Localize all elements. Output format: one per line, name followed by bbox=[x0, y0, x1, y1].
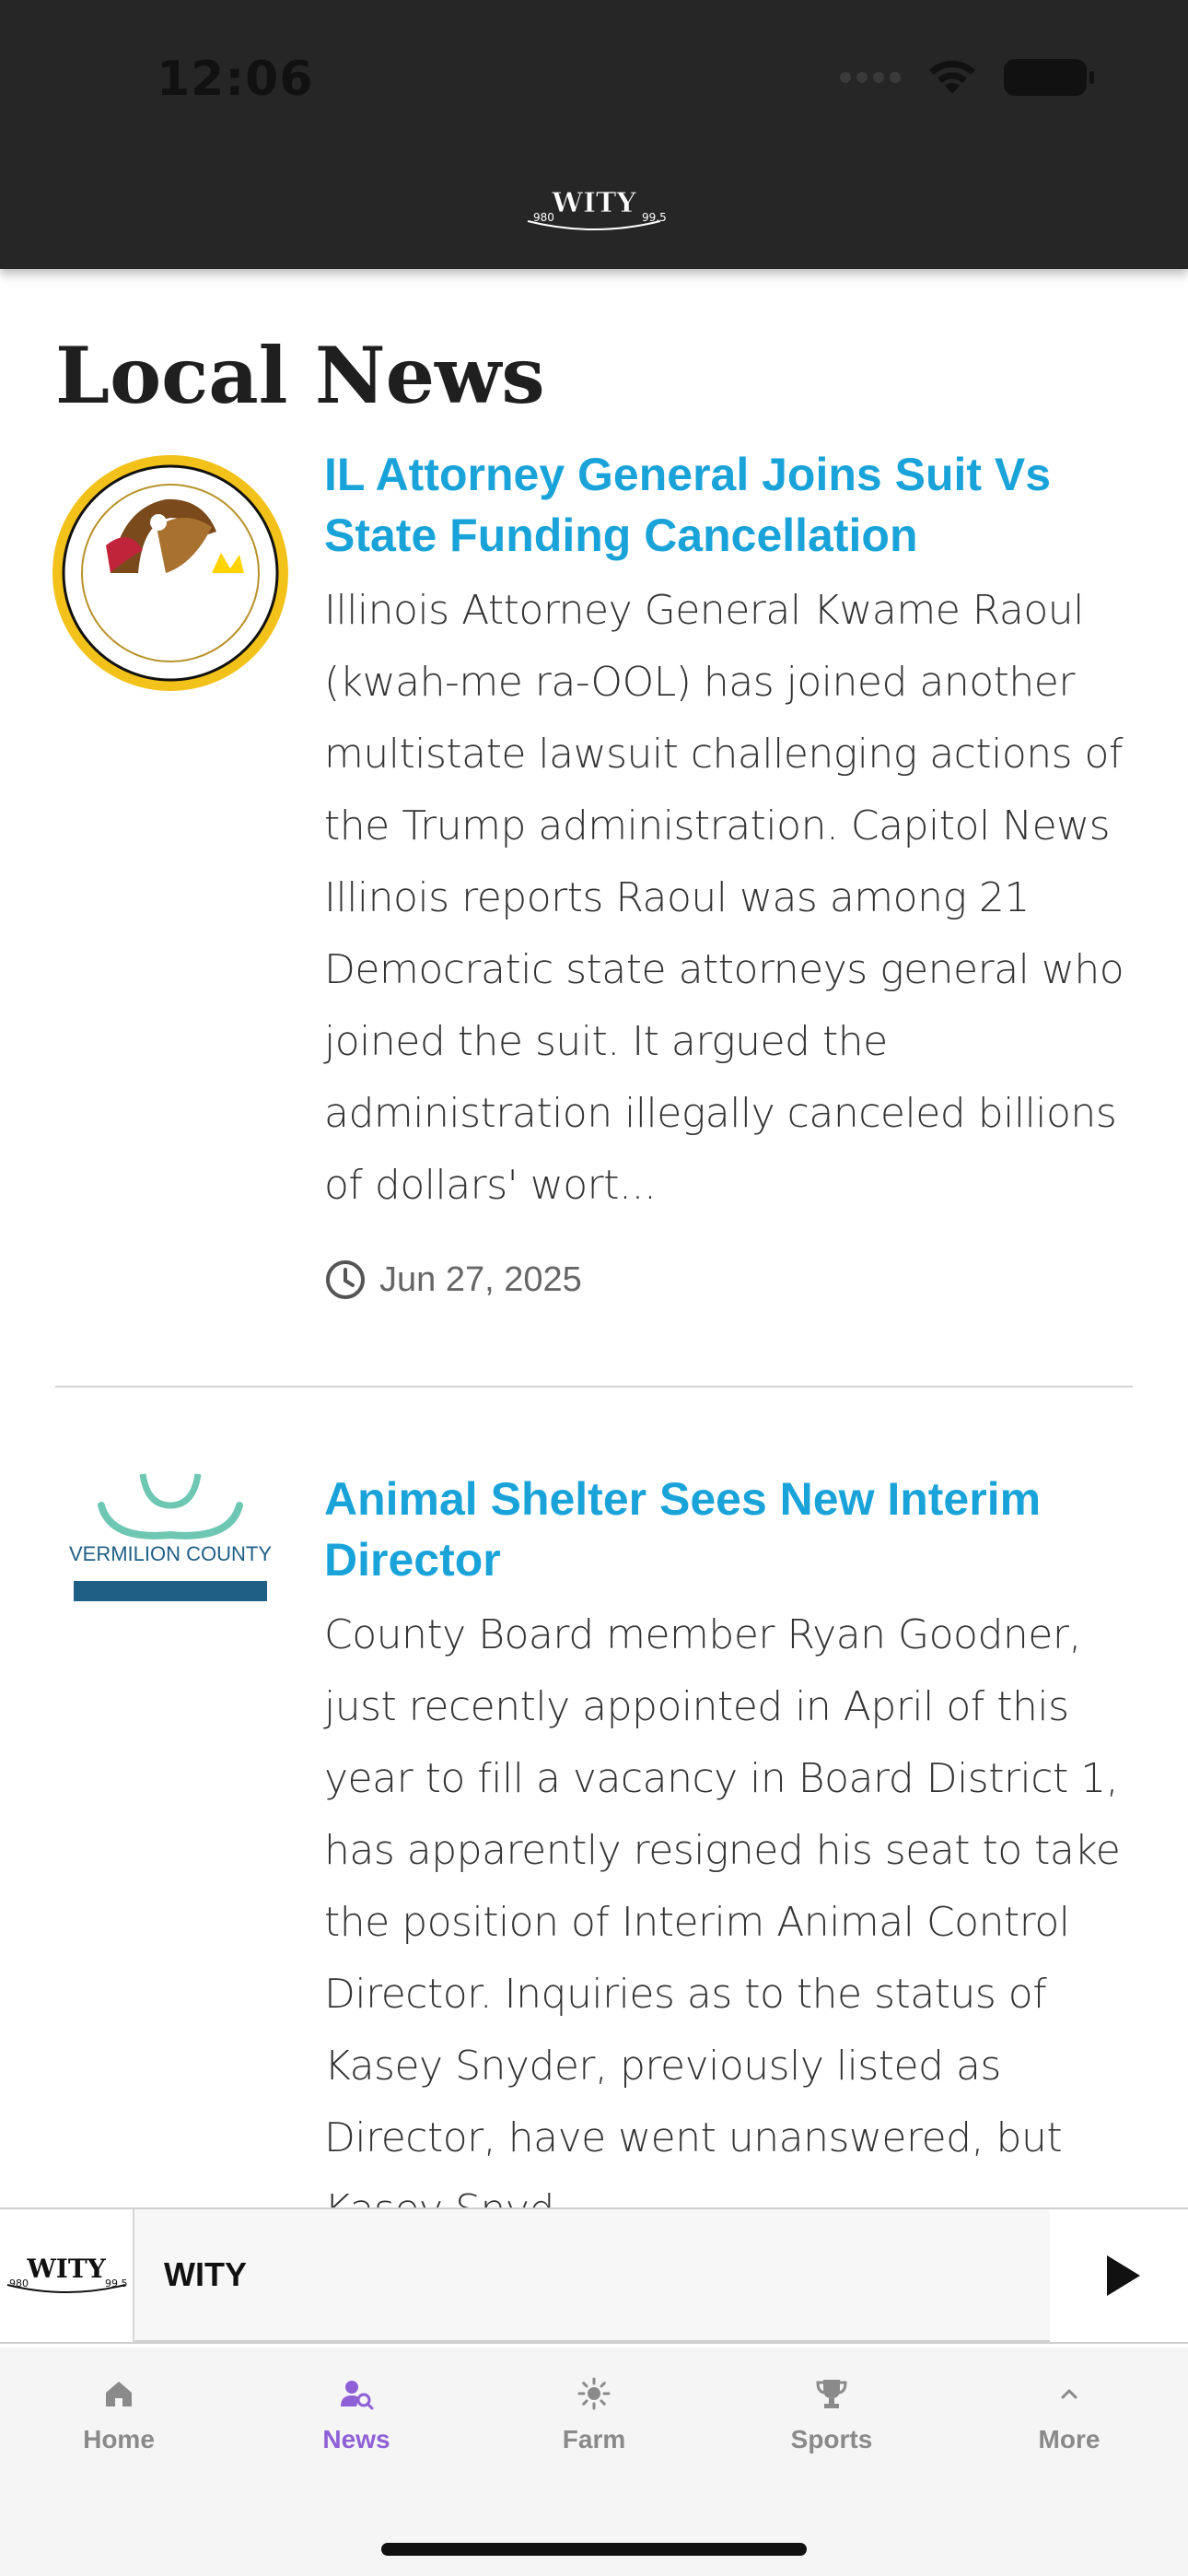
article-thumbnail[interactable] bbox=[55, 1469, 285, 1598]
trophy-icon bbox=[813, 2375, 850, 2412]
tab-sports[interactable] bbox=[713, 2375, 950, 2454]
wity-logo[interactable] bbox=[520, 184, 668, 238]
news-search-user-icon bbox=[338, 2375, 375, 2412]
status-icons bbox=[840, 57, 1087, 98]
wifi-icon bbox=[925, 57, 980, 98]
page-title: Local News bbox=[55, 330, 545, 421]
tab-label: Sports bbox=[790, 2425, 873, 2453]
tab-farm[interactable] bbox=[475, 2375, 713, 2454]
play-icon bbox=[1107, 2255, 1140, 2296]
status-time: 12:06 bbox=[157, 52, 314, 107]
home-indicator[interactable] bbox=[381, 2543, 807, 2556]
article-text bbox=[324, 444, 1133, 1301]
tab-label: More bbox=[1038, 2425, 1101, 2453]
mini-player[interactable] bbox=[0, 2207, 1188, 2344]
tab-news[interactable] bbox=[238, 2375, 475, 2454]
illinois-seal-image bbox=[55, 444, 285, 573]
vermilion-county-animal-logo bbox=[55, 1469, 285, 1598]
news-article[interactable] bbox=[55, 444, 1133, 1310]
article-divider bbox=[55, 1386, 1133, 1388]
tab-label: News bbox=[322, 2425, 390, 2453]
player-station-name: WITY bbox=[164, 2255, 247, 2293]
article-date-row bbox=[324, 1259, 1133, 1301]
tab-home[interactable] bbox=[0, 2375, 238, 2454]
chevron-up-icon bbox=[1051, 2375, 1088, 2412]
logo-caption: VERMILION COUNTY bbox=[68, 1542, 273, 1565]
app-header bbox=[0, 0, 1188, 269]
player-station-logo bbox=[0, 2209, 134, 2342]
article-text bbox=[324, 1469, 1133, 2246]
play-button[interactable] bbox=[1050, 2209, 1188, 2342]
svg-text:980: 980 bbox=[533, 211, 554, 224]
svg-text:99.5: 99.5 bbox=[642, 211, 667, 224]
sun-icon bbox=[576, 2375, 612, 2412]
tab-label: Farm bbox=[562, 2425, 626, 2453]
tab-label: Home bbox=[83, 2425, 155, 2453]
bottom-tab-bar bbox=[0, 2348, 1188, 2576]
svg-text:980: 980 bbox=[9, 2277, 29, 2289]
svg-text:99.5: 99.5 bbox=[105, 2277, 128, 2289]
home-icon bbox=[100, 2375, 137, 2412]
article-summary: Illinois Attorney General Kwame Raoul (kwah-me ra-OOL) has joined another multistate lawsuit challenging actions of the Trump administration. Capitol News Illinois reports Raoul was among 21 Democratic state attorneys general who joined the suit. It argued the administration illegally canceled billions of dollars' wort... bbox=[324, 587, 1124, 1209]
cellular-signal-icon bbox=[840, 72, 901, 83]
battery-icon bbox=[1004, 59, 1087, 96]
tab-more[interactable] bbox=[950, 2375, 1188, 2454]
logo-text: WITY bbox=[552, 187, 636, 219]
player-logo-text: WITY bbox=[27, 2254, 106, 2284]
article-summary: County Board member Ryan Goodner, just recently appointed in April of this year to fill a vacancy in Board District 1, has apparently resigned his seat to take the position of Interim Animal Control Director. Inquiries as to the status of Kasey Snyder, previously listed as Director, have went unanswered, but bbox=[324, 1611, 1121, 2161]
clock-icon bbox=[324, 1259, 367, 1301]
article-thumbnail[interactable] bbox=[55, 444, 285, 573]
article-date: Jun 27, 2025 bbox=[379, 1259, 582, 1299]
news-content[interactable] bbox=[0, 269, 1188, 2207]
wity-logo bbox=[2, 2250, 131, 2301]
news-article[interactable] bbox=[55, 1469, 1133, 2298]
article-headline[interactable]: Animal Shelter Sees New Interim Director bbox=[324, 1473, 1042, 1586]
article-headline[interactable]: IL Attorney General Joins Suit Vs State Funding Cancellation bbox=[324, 449, 1052, 561]
